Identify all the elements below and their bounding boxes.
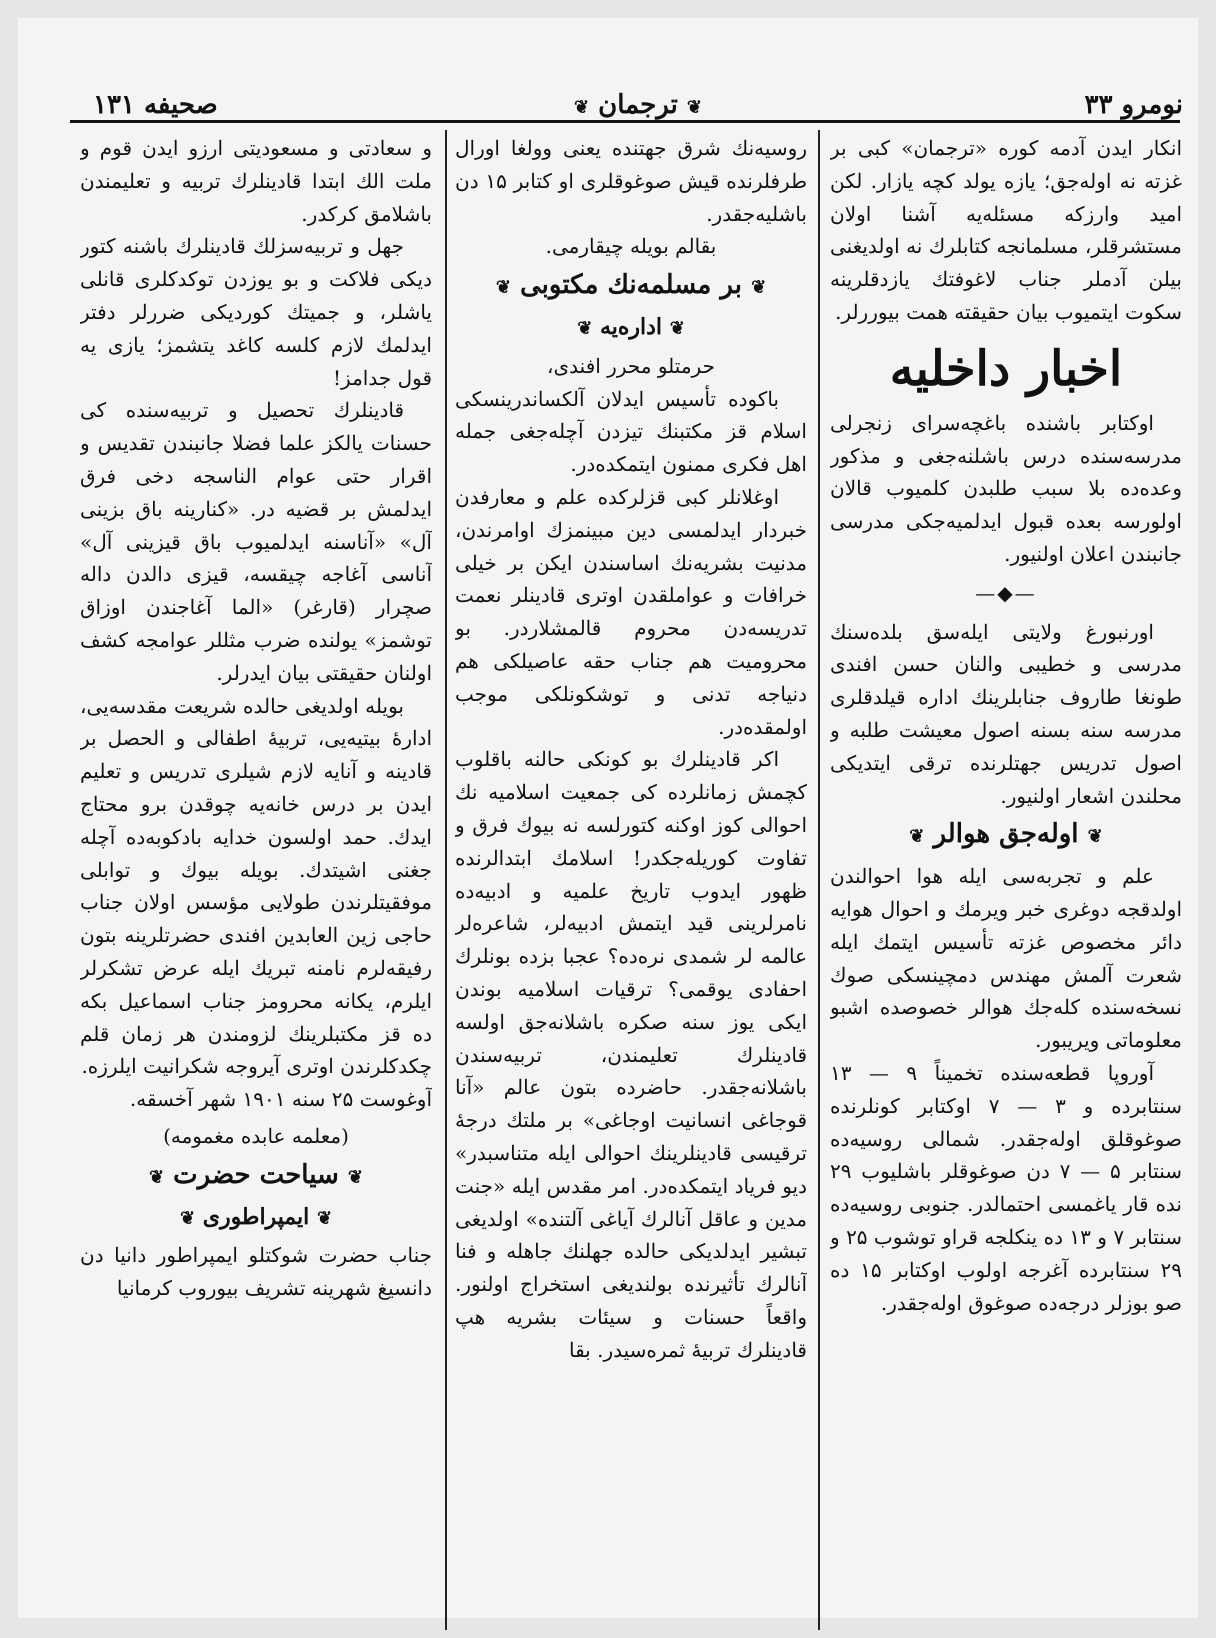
- ornament-icon: ❦: [751, 277, 767, 299]
- divider: —◆—: [975, 580, 1037, 605]
- left-column: [80, 132, 432, 1622]
- ornament-icon: ❦: [495, 277, 511, 299]
- paragraph: اوغلانلر كبى قزلركده علم و معارفدن خبردار ايدلمسى دين مبينمزك اوامرندن، مدنيت بشريەنك اساسندن ايكن بر خيلى خرافات و عواملقدن اوترى قادينلر نعمت تدريسەدن محروم قالمشلاردر. بو محروميت هم جناب حقه عاصيلكى هم دنياجه تدنى و توشكونلكى موجب اولمقدەدر.: [455, 484, 807, 739]
- column-divider: [445, 130, 447, 1630]
- paragraph: اكر قادينلرك بو كونكى حالنه باقلوب كچمش زمانلرده كى جمعيت اسلاميه نك احوالى كوز اوكنه كتورلسه نه بيوك فرق و تفاوت كوريلەجكدر! اسلامك ابتدالرنده ظهور ايدوب تاريخ علميه و ادبيەده نامرلرينى قيد ايتمش ادبيەلر، شاعرەلر عالمه لر شمدى نرەده؟ عجبا بزده بونلرك احفادى يوقمى؟ ترقيات اسلاميه بوندن ايكى يوز سنه صكره باشلانەجق اولسه قادينلرك تعليمندن، تربيەسندن باشلانەجقدر. حاضرده بتون عالم «آنا قوجاغى انسانيت اوجاغى» بر ملتك درجۀ ترقيسى قادينلرينك احوالى ايله متناسبدر» ديو فرياد ايتمكدەدر. امر مقدس ايله «جنت مدين و عاقل آنالرك آياغى آلتندە» اولديغى تبشير ايدلديكى حالده جهلنك جاهله و فنا آنالرك تأثيرنده بولنديغى استخراج اولنور. واقعاً حسنات و سيئات بشريه هپ قادينلرك تربيۀ ثمرەسيدر. بقا: [455, 747, 807, 1362]
- paragraph: جناب حضرت شوكتلو ايمپراطور دانيا دن دانسيغ شهرينه تشريف بيوروب كرمانيا: [80, 1243, 432, 1301]
- masthead-title: ترجمان: [598, 90, 678, 120]
- paragraph: باكوده تأسيس ايدلان آلكساندرينسكى اسلام قز مكتبنك تيزدن آچلەجغى جمله اهل فكرى ممنون ايتمكدەدر.: [455, 386, 807, 477]
- column-divider: [818, 130, 820, 1630]
- section-title-akhbar: اخبار داخليه: [889, 340, 1123, 397]
- paragraph: قادينلرك تحصيل و تربيەسنده كى حسنات يالكز علما فضلا جانبندن تقديس و اقرار حتى عوام الناسجه دخى فرق ايدلمش بر قضيه در. «كنارينه باق بزينى آل» «آناسنه ايدلميوب باق قيزينى آل» آناسى آغاجه چيقسه، قيزى دالدن داله صچرار (قارغر) «الما آغاجندن اوزاق توشمز» يولنده ضرب مثللر عوامجه كشف اولنان حقيقتى بيان ايدرلر.: [80, 398, 432, 685]
- sub-title-idare: ❦ ادارەيه ❦: [577, 313, 685, 340]
- greeting: حرمتلو محرر افندى،: [547, 353, 715, 378]
- paragraph: بويله اولديغى حالده شريعت مقدسەيى، ادارۀ بيتيەيى، تربيۀ اطفالى و الحصل بر قادينه و آنايه لازم شيلرى تدريس و تعليم ايدن بر درس خانەيه چوقدن برو محتاج ايدك. حمد اولسون خدايه بادكوبەده آچله جغنى اشيتدك. بويله بيوك و توابلى موفقيتلرندن طولايى مؤسس اولان جناب حاجى زين العابدين افندى حضرتلرينه بتون رفيقەلرم نامنه تبريك ايله عرض تشكرلر ايلرم، يكانه محرومز جناب اسماعيل بكه ده قز مكتبلرينك لزومندن هر زمان قلم چكدكلرندن اوترى آيروجه شكرانيت ايلرزه.: [80, 693, 432, 1079]
- middle-column: [455, 132, 807, 1622]
- ornament-icon: ❦: [577, 317, 593, 339]
- paragraph: روسيەنك شرق جهتنده يعنى وولغا اورال طرفلرنده قيش صوغوقلرى او كتابر ۱۵ دن باشليەجقدر.: [455, 136, 807, 226]
- ornament-icon: ❦: [316, 1207, 333, 1229]
- ornament-icon: ❦: [909, 826, 925, 848]
- paragraph: آوروپا قطعەسنده تخميناً ۹ — ۱۳ سنتابرده و ۳ — ۷ اوكتابر كونلرنده صوغوقلق اولەجقدر. شمالى روسيەده سنتابر ۵ — ۷ دن صوغوقلر باشليوب ۲۹ نده قار ياغمسى احتمالدر. جنوبى روسيەده سنتابر ۷ و ۱۳ ده ينكلجه قراو توشوب ۲۵ و ۲۹ سنتابرده آغرجه اولوب اوكتابر ۱۵ ده صو بوزلر درجەده صوغوق اولەجقدر.: [830, 1060, 1182, 1315]
- paragraph: علم و تجربەسى ايله هوا احوالندن اولدقجه دوغرى خبر ويرمك و احوال هوايه دائر مخصوص غزته تأسيس ايتمك ايله شعرت آلمش مهندس دمچينسكى صوك نسخەسنده كلەجك هوالر خصوصده اشبو معلوماتى ويريبور.: [830, 864, 1182, 1053]
- ornament-icon: ❦: [669, 317, 685, 339]
- ornament-icon: ❦: [149, 1166, 165, 1188]
- ornament-icon: ❦: [573, 97, 590, 118]
- issue-number: نومرو ۳۳: [1084, 90, 1183, 120]
- header-rule: [70, 120, 1180, 123]
- signature: (معلمه عابده مغمومه): [163, 1123, 349, 1148]
- paragraph: اوكتابر باشنده باغچەسراى زنجرلى مدرسەسنده درس باشلنەجغى و مذكور وعدەده بلا سبب طلبدن كلميوب قالان اولورسه بعده قبول ايدلميەجكى مدرسى جانبندن اعلان اولنيور.: [830, 410, 1182, 566]
- paragraph: و سعادتى و مسعوديتى ارزو ايدن قوم و ملت الك ابتدا قادينلرك تربيه و تعليمندن باشلامق كركدر.: [80, 136, 432, 226]
- newspaper-title: [73, 90, 1203, 120]
- paragraph: انكار ايدن آدمه كوره «ترجمان» كبى بر غزته نه اولەجق؛ يازه يولد كچه يازار. لكن اميد وارزكه مسئلەيه آشنا اولان مستشرقلر، مسلمانجه كتابلرك نه اولديغنى بيلن آدملر جناب لاغوفتك يازدقلرينه سكوت ايتميوب بيان حقيقته همت بيوررلر.: [830, 136, 1182, 324]
- ornament-icon: ❦: [1087, 826, 1103, 848]
- page-number: صحيفه ۱۳۱: [93, 90, 218, 120]
- sub-title-emperor: ❦ ايمپراطورى ❦: [179, 1203, 333, 1230]
- ornament-icon: ❦: [686, 97, 702, 118]
- paragraph: بقالم بويله چيقارمى.: [545, 234, 717, 259]
- section-title-letter: ❦ بر مسلمەنك مكتوبى ❦: [495, 270, 767, 301]
- ornament-icon: ❦: [179, 1207, 196, 1229]
- date-line: آوغوست ۲۵ سنه ۱۹۰۱ شهر آخسقه.: [129, 1087, 432, 1112]
- paragraph: جهل و تربيەسزلك قادينلرك باشنه كتور ديكى فلاكت و بو يوزدن توكدكلرى قانلى ياشلر، و جميتك كورديكى ضررلر دفتر ايدلمك لازم كلسه كاغد يتشمز؛ يازى يه قول جدامز!: [80, 234, 432, 390]
- right-column: [830, 132, 1182, 1622]
- page-header: [73, 80, 1203, 136]
- paragraph: اورنبورغ ولايتى ايلەسق بلدەسنك مدرسى و خطيبى والنان حسن افندى طونغا طاروف جنابلرينك اداره قيلدقلرى مدرسه سنه بسنه اصول معيشت طلبه و اصول تدريس جهتلرنده ترقى ايتديكى محلندن اشعار اولنيور.: [830, 619, 1182, 808]
- ornament-icon: ❦: [347, 1166, 363, 1188]
- section-title-weather: ❦ اولەجق هوالر ❦: [909, 819, 1103, 850]
- section-title-travel: ❦ سياحت حضرت ❦: [149, 1159, 363, 1190]
